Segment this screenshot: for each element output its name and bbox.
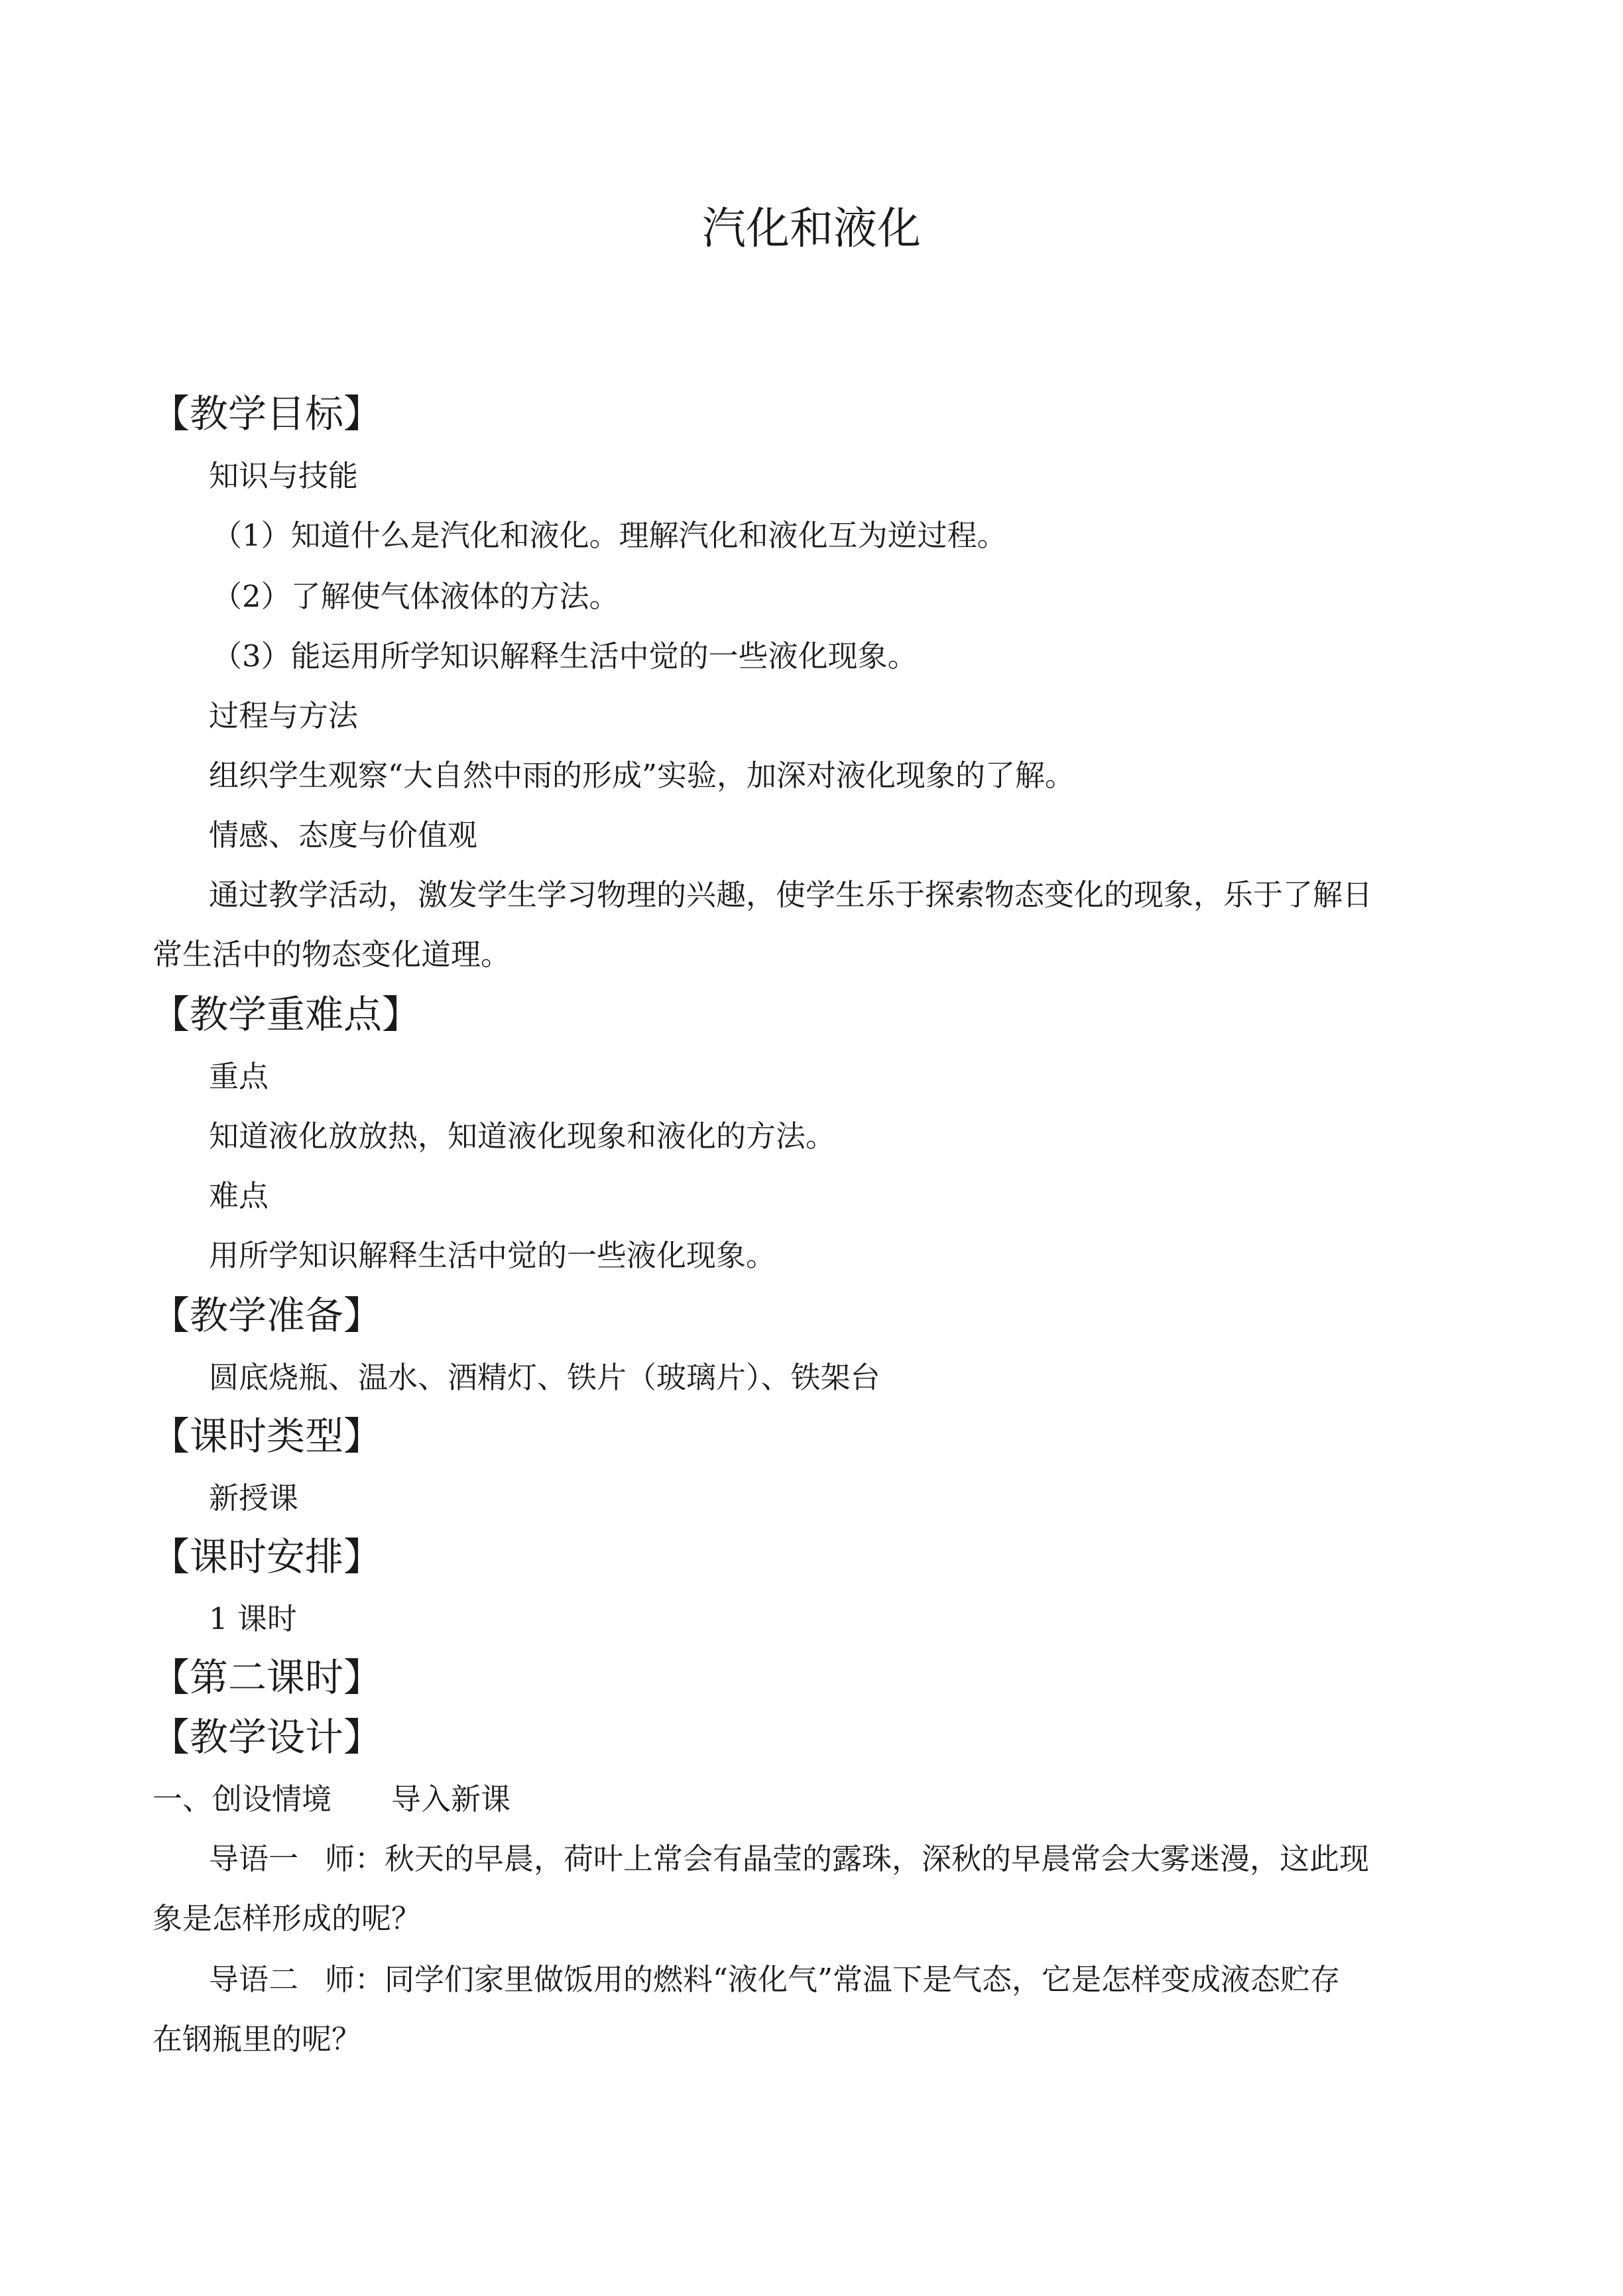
intro-1-text: 师：秋天的早晨，荷叶上常会有晶莹的露珠，深秋的早晨常会大雾迷漫，这此现 bbox=[325, 1841, 1370, 1876]
preparation-text: 圆底烧瓶、温水、酒精灯、铁片（玻璃片）、铁架台 bbox=[209, 1360, 880, 1395]
design-step-1-subtitle: 导入新课 bbox=[391, 1782, 511, 1817]
intro-1-line-1 bbox=[209, 1839, 1369, 1879]
emotion-label: 情感、态度与价值观 bbox=[209, 817, 478, 853]
design-heading: 【教学设计】 bbox=[151, 1715, 383, 1760]
knowledge-item-2: （2）了解使气体液体的方法。 bbox=[212, 579, 619, 614]
lesson-schedule-text: 1 课时 bbox=[209, 1601, 297, 1636]
emotion-text-line-2: 常生活中的物态变化道理。 bbox=[152, 937, 511, 972]
knowledge-item-1: （1）知道什么是汽化和液化。理解汽化和液化互为逆过程。 bbox=[212, 518, 1007, 553]
process-label: 过程与方法 bbox=[209, 698, 359, 733]
key-text: 知道液化放放热，知道液化现象和液化的方法。 bbox=[209, 1118, 836, 1154]
lesson-type-text: 新授课 bbox=[209, 1480, 299, 1516]
key-label: 重点 bbox=[209, 1059, 269, 1094]
lesson-schedule-heading: 【课时安排】 bbox=[151, 1534, 383, 1579]
document-title: 汽化和液化 bbox=[702, 203, 921, 254]
preparation-heading: 【教学准备】 bbox=[151, 1293, 383, 1338]
intro-1-line-2: 象是怎样形成的呢？ bbox=[152, 1901, 422, 1936]
objectives-heading: 【教学目标】 bbox=[151, 391, 383, 436]
key-points-heading: 【教学重难点】 bbox=[151, 992, 421, 1037]
lesson-type-heading: 【课时类型】 bbox=[151, 1414, 383, 1459]
design-step-1-title: 一、创设情境 bbox=[152, 1782, 332, 1817]
design-step-1 bbox=[152, 1780, 511, 1819]
intro-2-label: 导语二 bbox=[209, 1962, 299, 1997]
intro-2-line-1 bbox=[209, 1960, 1340, 2000]
process-text: 组织学生观察“大自然中雨的形成”实验，加深对液化现象的了解。 bbox=[209, 758, 1075, 793]
difficult-label: 难点 bbox=[209, 1178, 269, 1213]
second-lesson-heading: 【第二课时】 bbox=[151, 1655, 383, 1700]
intro-2-line-2: 在钢瓶里的呢？ bbox=[152, 2022, 362, 2057]
difficult-text: 用所学知识解释生活中觉的一些液化现象。 bbox=[209, 1238, 776, 1273]
emotion-text-line-1: 通过教学活动，激发学生学习物理的兴趣，使学生乐于探索物态变化的现象，乐于了解日 bbox=[209, 877, 1373, 912]
knowledge-label: 知识与技能 bbox=[209, 458, 359, 493]
intro-1-label: 导语一 bbox=[209, 1841, 299, 1876]
knowledge-item-3: （3）能运用所学知识解释生活中觉的一些液化现象。 bbox=[212, 638, 918, 674]
intro-2-text: 师：同学们家里做饭用的燃料“液化气”常温下是气态，它是怎样变成液态贮存 bbox=[325, 1962, 1341, 1997]
